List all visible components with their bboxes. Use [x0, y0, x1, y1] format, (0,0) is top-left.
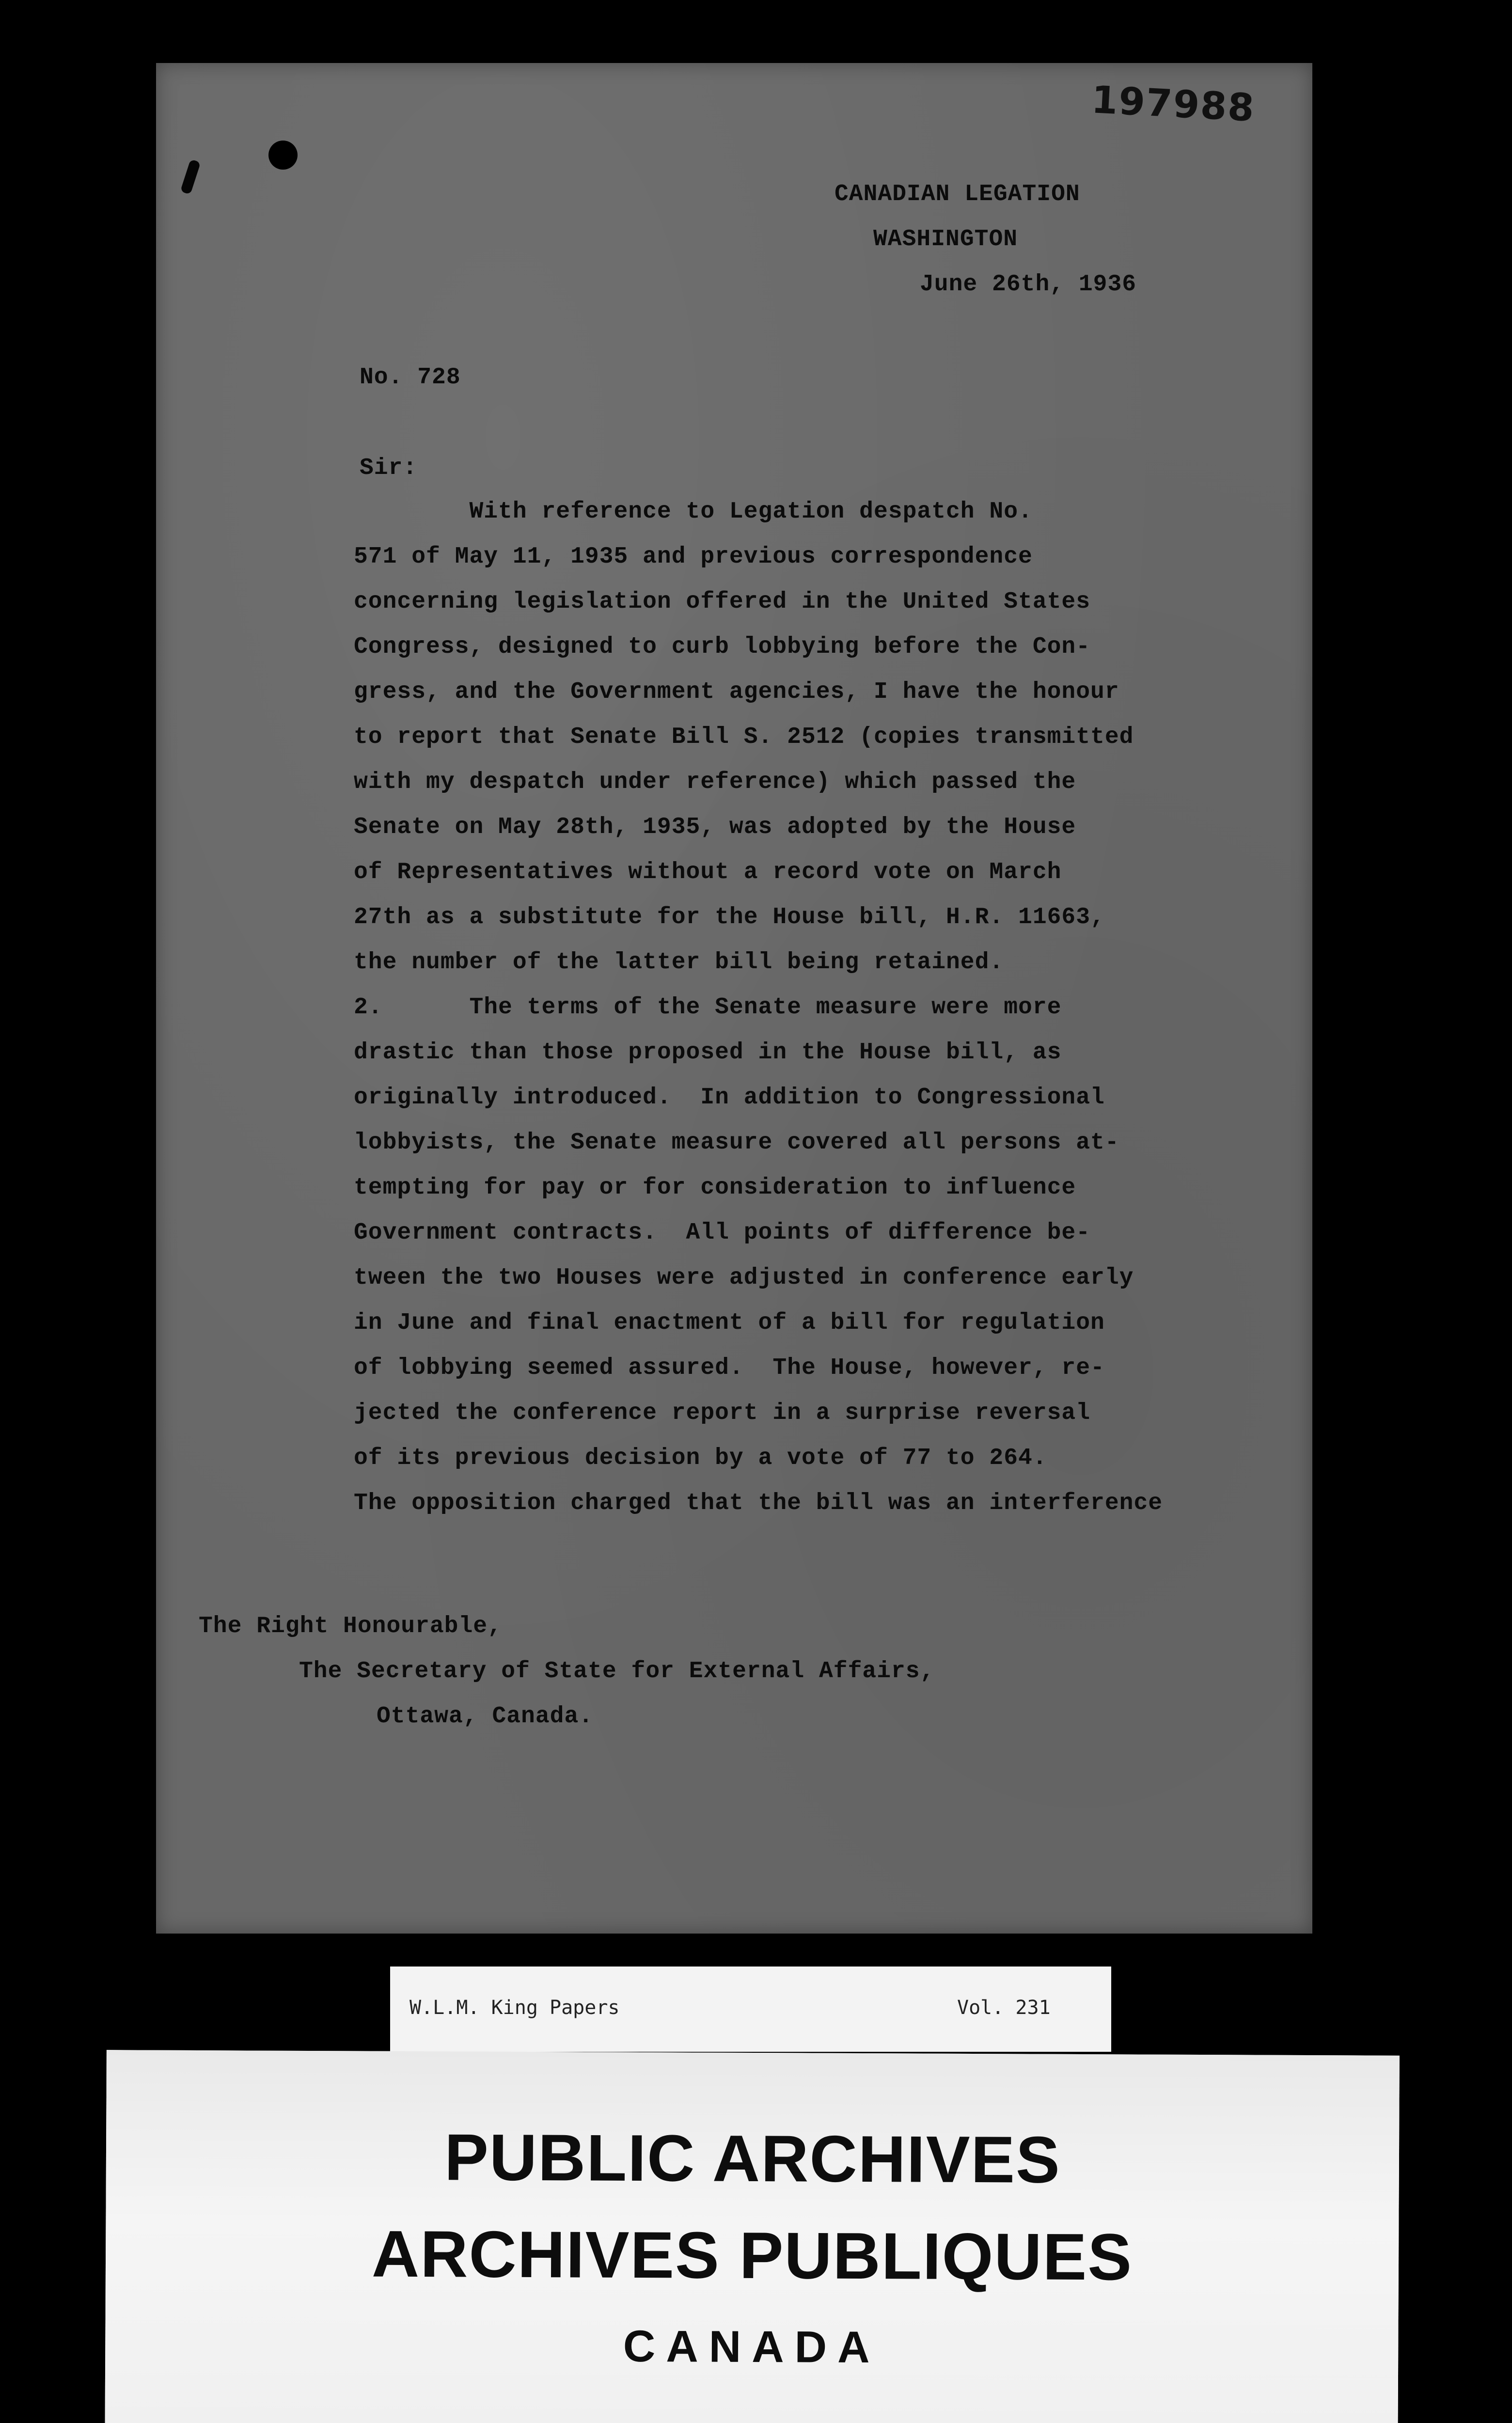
- letterhead-line-1: CANADIAN LEGATION: [835, 181, 1080, 207]
- reference-number: 197988: [1090, 78, 1256, 130]
- letter-body-line: in June and final enactment of a bill for regulation: [354, 1310, 1105, 1336]
- letter-body-line: Congress, designed to curb lobbying before the Con-: [354, 634, 1091, 660]
- archives-title-french: ARCHIVES PUBLIQUES: [371, 2217, 1133, 2294]
- letter-body-line: tempting for pay or for consideration to influence: [354, 1175, 1076, 1201]
- letter-body-line: of Representatives without a record vote on March: [354, 859, 1062, 885]
- letter-body-line: 2. The terms of the Senate measure were more: [354, 994, 1062, 1021]
- letter-body-line: of its previous decision by a vote of 77 to 264.: [354, 1445, 1047, 1471]
- addressee-line-3: Ottawa, Canada.: [377, 1703, 594, 1730]
- collection-volume: Vol. 231: [957, 1997, 1051, 2019]
- letter-body-line: originally introduced. In addition to Congressional: [354, 1085, 1105, 1111]
- letter-body-line: 27th as a substitute for the House bill, H.R. 11663,: [354, 904, 1105, 930]
- addressee-line-2: The Secretary of State for External Affairs,: [299, 1658, 935, 1684]
- letter-body-line: With reference to Legation despatch No.: [354, 499, 1033, 525]
- archives-title-english: PUBLIC ARCHIVES: [444, 2120, 1061, 2197]
- letter-body-line: tween the two Houses were adjusted in conference early: [354, 1265, 1134, 1291]
- letter-body-line: the number of the latter bill being retained.: [354, 949, 1004, 975]
- salutation: Sir:: [360, 455, 418, 481]
- addressee-line-1: The Right Honourable,: [199, 1613, 502, 1639]
- letter-body-line: with my despatch under reference) which passed the: [354, 769, 1076, 795]
- letter-body-line: of lobbying seemed assured. The House, however, re-: [354, 1355, 1105, 1381]
- letter-body-line: concerning legislation offered in the United States: [354, 589, 1091, 615]
- letterhead-line-2: WASHINGTON: [873, 226, 1018, 252]
- letter-body-line: jected the conference report in a surprise reversal: [354, 1400, 1091, 1426]
- letter-body-line: Senate on May 28th, 1935, was adopted by the House: [354, 814, 1076, 840]
- letter-body-line: to report that Senate Bill S. 2512 (copies transmitted: [354, 724, 1134, 750]
- despatch-number: No. 728: [360, 364, 461, 391]
- archives-country: CANADA: [623, 2321, 881, 2373]
- letter-date: June 26th, 1936: [920, 271, 1137, 298]
- letter-body-line: lobbyists, the Senate measure covered all persons at-: [354, 1130, 1119, 1156]
- letter-body-line: gress, and the Government agencies, I have the honour: [354, 679, 1119, 705]
- binding-mark: [180, 159, 201, 194]
- letter-body-line: Government contracts. All points of difference be-: [354, 1220, 1091, 1246]
- collection-name: W.L.M. King Papers: [410, 1997, 620, 2019]
- letter-body-line: 571 of May 11, 1935 and previous correspondence: [354, 544, 1033, 570]
- punch-hole: [268, 141, 298, 170]
- collection-label: [390, 1967, 1111, 2052]
- letter-page: [156, 63, 1312, 1934]
- archives-card: [105, 2050, 1400, 2423]
- letter-body-line: The opposition charged that the bill was an interference: [354, 1490, 1163, 1516]
- letter-body-line: drastic than those proposed in the House bill, as: [354, 1039, 1062, 1066]
